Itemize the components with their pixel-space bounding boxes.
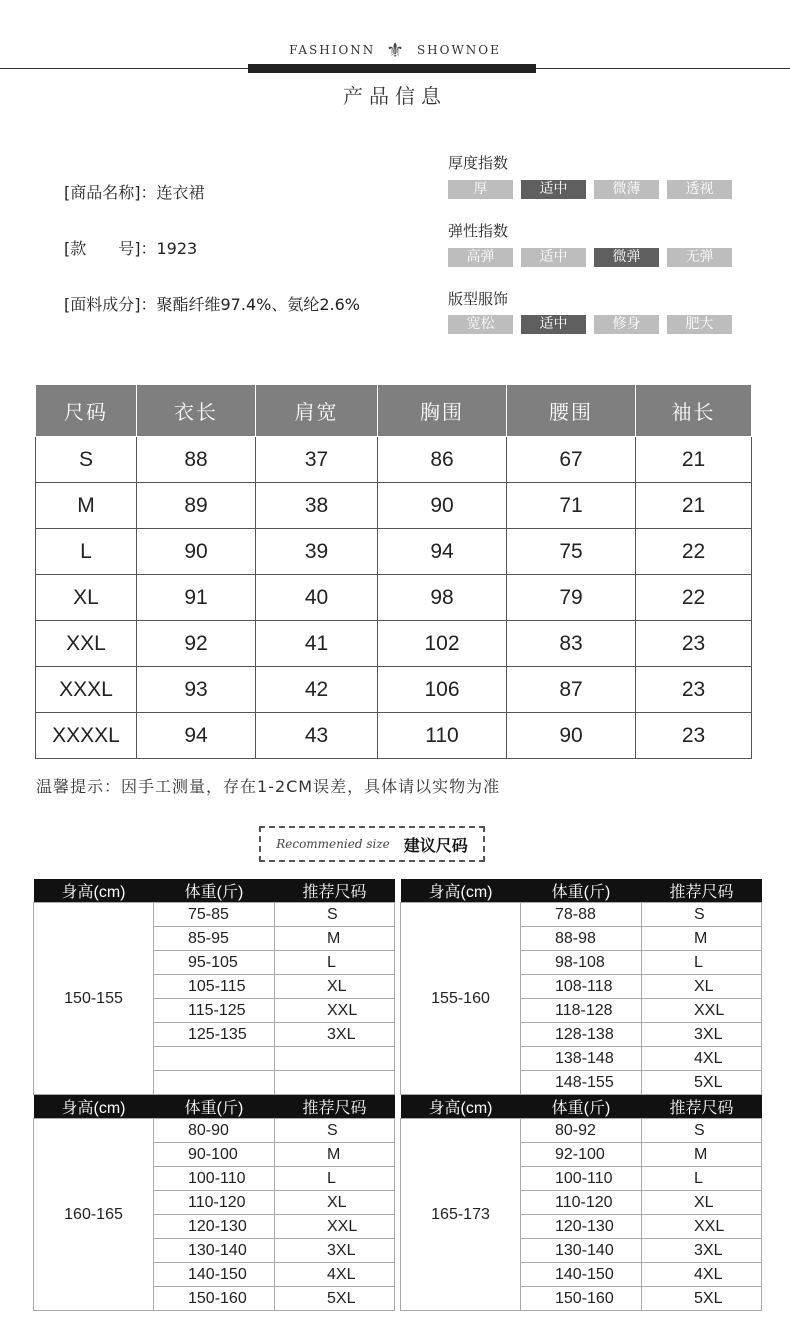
size-cell: L — [275, 1167, 395, 1191]
weight-cell: 100-110 — [521, 1167, 642, 1191]
recommend-header-cell: 体重(斤) — [521, 879, 642, 903]
table-cell: 98 — [378, 575, 507, 621]
recommend-badge — [259, 826, 485, 862]
product-fabric-label: [面料成分]： — [64, 295, 157, 314]
table-cell: XXL — [36, 621, 137, 667]
size-table-header-cell: 尺码 — [36, 385, 137, 437]
size-cell: L — [642, 951, 762, 975]
table-cell: 37 — [256, 437, 378, 483]
product-name-value: 连衣裙 — [156, 183, 205, 202]
recommend-header-cell: 身高(cm) — [401, 879, 521, 903]
table-cell: 90 — [378, 483, 507, 529]
product-name-label: [商品名称]： — [64, 183, 157, 202]
table-cell: 43 — [256, 713, 378, 759]
size-table — [35, 384, 752, 759]
size-table-header-cell: 腰围 — [507, 385, 636, 437]
recommend-header-cell: 体重(斤) — [521, 1095, 642, 1119]
weight-cell: 75-85 — [154, 903, 275, 927]
thickness-option: 透视 — [667, 180, 732, 199]
table-row — [36, 621, 752, 667]
table-cell: XXXXL — [36, 713, 137, 759]
recommend-table-header — [401, 879, 762, 903]
weight-cell: 130-140 — [521, 1239, 642, 1263]
table-cell: 22 — [636, 529, 752, 575]
weight-cell: 80-90 — [154, 1119, 275, 1143]
header-bar — [248, 64, 536, 73]
table-cell: 23 — [636, 621, 752, 667]
thickness-option-selected: 适中 — [521, 180, 586, 199]
table-row — [36, 483, 752, 529]
recommend-header-cell: 体重(斤) — [154, 879, 275, 903]
recommend-table — [400, 1095, 762, 1311]
size-cell: XL — [275, 1191, 395, 1215]
recommend-header-cell: 推荐尺码 — [642, 879, 762, 903]
product-model-label: [款 号]： — [64, 239, 157, 258]
table-cell: 90 — [507, 713, 636, 759]
table-cell: 94 — [378, 529, 507, 575]
size-cell: XXL — [275, 1215, 395, 1239]
table-cell: 88 — [137, 437, 256, 483]
size-cell: 4XL — [275, 1263, 395, 1287]
size-cell: 3XL — [642, 1239, 762, 1263]
size-cell: 5XL — [275, 1287, 395, 1311]
size-table-header-cell: 衣长 — [137, 385, 256, 437]
weight-cell: 120-130 — [521, 1215, 642, 1239]
table-cell: 89 — [137, 483, 256, 529]
recommend-header-cell: 推荐尺码 — [275, 879, 395, 903]
table-cell: 83 — [507, 621, 636, 667]
recommend-header-cell: 身高(cm) — [401, 1095, 521, 1119]
weight-cell: 78-88 — [521, 903, 642, 927]
height-range-cell: 165-173 — [401, 1119, 521, 1311]
recommend-table-header — [34, 879, 395, 903]
size-table-header — [36, 385, 752, 437]
table-cell: 23 — [636, 713, 752, 759]
weight-cell: 118-128 — [521, 999, 642, 1023]
recommend-table — [33, 1095, 395, 1311]
table-cell: L — [36, 529, 137, 575]
size-cell: M — [275, 927, 395, 951]
table-cell: 75 — [507, 529, 636, 575]
table-row — [34, 1119, 395, 1143]
table-cell: 87 — [507, 667, 636, 713]
elasticity-option: 无弹 — [667, 248, 732, 267]
table-row — [36, 437, 752, 483]
thickness-index-options — [448, 180, 732, 199]
size-cell — [275, 1047, 395, 1071]
table-cell: 67 — [507, 437, 636, 483]
fit-option-selected: 适中 — [521, 315, 586, 334]
weight-cell: 148-155 — [521, 1071, 642, 1095]
thickness-option: 微薄 — [594, 180, 659, 199]
product-model — [64, 236, 197, 259]
size-cell: L — [642, 1167, 762, 1191]
weight-cell: 110-120 — [154, 1191, 275, 1215]
table-row — [36, 667, 752, 713]
weight-cell: 130-140 — [154, 1239, 275, 1263]
fit-index-options — [448, 315, 732, 334]
table-cell: 39 — [256, 529, 378, 575]
recommend-table-header — [401, 1095, 762, 1119]
weight-cell: 140-150 — [154, 1263, 275, 1287]
size-table-header-cell: 肩宽 — [256, 385, 378, 437]
size-cell: XL — [275, 975, 395, 999]
size-cell: XXL — [642, 1215, 762, 1239]
weight-cell: 150-160 — [154, 1287, 275, 1311]
weight-cell: 128-138 — [521, 1023, 642, 1047]
fit-option: 宽松 — [448, 315, 513, 334]
recommend-header-cell: 体重(斤) — [154, 1095, 275, 1119]
weight-cell: 100-110 — [154, 1167, 275, 1191]
elasticity-option: 高弹 — [448, 248, 513, 267]
table-cell: 21 — [636, 437, 752, 483]
recommend-title: 建议尺码 — [403, 835, 468, 855]
weight-cell: 92-100 — [521, 1143, 642, 1167]
table-row — [36, 713, 752, 759]
recommend-header-cell: 身高(cm) — [34, 879, 154, 903]
table-row — [34, 903, 395, 927]
brand-left: FASHIONN — [289, 43, 376, 57]
elasticity-index-title: 弹性指数 — [448, 222, 509, 240]
product-model-value: 1923 — [156, 239, 198, 258]
table-cell: 110 — [378, 713, 507, 759]
table-cell: 41 — [256, 621, 378, 667]
measurement-tip: 温馨提示：因手工测量，存在1-2CM误差，具体请以实物为准 — [36, 777, 501, 796]
weight-cell: 138-148 — [521, 1047, 642, 1071]
fit-index-title: 版型服饰 — [448, 290, 509, 308]
elasticity-index-options — [448, 248, 732, 267]
weight-cell: 85-95 — [154, 927, 275, 951]
fit-option: 修身 — [594, 315, 659, 334]
recommend-header-cell: 身高(cm) — [34, 1095, 154, 1119]
weight-cell: 95-105 — [154, 951, 275, 975]
page-title: 产品信息 — [343, 84, 447, 108]
brand-right: SHOWNOE — [416, 43, 501, 57]
thickness-index-title: 厚度指数 — [448, 154, 509, 172]
table-cell: 92 — [137, 621, 256, 667]
weight-cell: 88-98 — [521, 927, 642, 951]
table-cell: M — [36, 483, 137, 529]
size-table-header-cell: 袖长 — [636, 385, 752, 437]
table-cell: 79 — [507, 575, 636, 621]
weight-cell: 90-100 — [154, 1143, 275, 1167]
weight-cell: 140-150 — [521, 1263, 642, 1287]
table-cell: 42 — [256, 667, 378, 713]
weight-cell: 80-92 — [521, 1119, 642, 1143]
size-cell — [275, 1071, 395, 1095]
recommend-script: Recommenied size — [276, 837, 390, 851]
size-cell: 4XL — [642, 1047, 762, 1071]
weight-cell: 125-135 — [154, 1023, 275, 1047]
size-cell: L — [275, 951, 395, 975]
table-cell: 40 — [256, 575, 378, 621]
size-cell: 3XL — [275, 1023, 395, 1047]
table-cell: 86 — [378, 437, 507, 483]
product-name — [64, 180, 205, 203]
size-cell: 5XL — [642, 1287, 762, 1311]
size-cell: XXL — [275, 999, 395, 1023]
table-cell: 71 — [507, 483, 636, 529]
size-cell: S — [275, 903, 395, 927]
table-cell: 21 — [636, 483, 752, 529]
table-cell: XL — [36, 575, 137, 621]
size-cell: 3XL — [642, 1023, 762, 1047]
size-cell: S — [275, 1119, 395, 1143]
table-cell: 106 — [378, 667, 507, 713]
weight-cell — [154, 1047, 275, 1071]
weight-cell: 98-108 — [521, 951, 642, 975]
size-cell: S — [642, 903, 762, 927]
thickness-option: 厚 — [448, 180, 513, 199]
table-cell: 102 — [378, 621, 507, 667]
height-range-cell: 150-155 — [34, 903, 154, 1095]
table-cell: 91 — [137, 575, 256, 621]
weight-cell: 110-120 — [521, 1191, 642, 1215]
table-row — [401, 1119, 762, 1143]
height-range-cell: 160-165 — [34, 1119, 154, 1311]
weight-cell: 115-125 — [154, 999, 275, 1023]
size-cell: S — [642, 1119, 762, 1143]
recommend-header-cell: 推荐尺码 — [642, 1095, 762, 1119]
table-row — [36, 575, 752, 621]
table-row — [401, 903, 762, 927]
table-cell: XXXL — [36, 667, 137, 713]
elasticity-option: 适中 — [521, 248, 586, 267]
size-cell: M — [275, 1143, 395, 1167]
size-table-header-cell: 胸围 — [378, 385, 507, 437]
weight-cell: 108-118 — [521, 975, 642, 999]
size-cell: 4XL — [642, 1263, 762, 1287]
height-range-cell: 155-160 — [401, 903, 521, 1095]
recommend-table-header — [34, 1095, 395, 1119]
size-cell: XL — [642, 975, 762, 999]
weight-cell: 150-160 — [521, 1287, 642, 1311]
elasticity-option-selected: 微弹 — [594, 248, 659, 267]
product-fabric-value: 聚酯纤维97.4%、氨纶2.6% — [156, 295, 360, 314]
weight-cell: 105-115 — [154, 975, 275, 999]
table-cell: 94 — [137, 713, 256, 759]
weight-cell — [154, 1071, 275, 1095]
size-cell: XXL — [642, 999, 762, 1023]
table-row — [36, 529, 752, 575]
product-fabric — [64, 292, 360, 315]
table-cell: S — [36, 437, 137, 483]
weight-cell: 120-130 — [154, 1215, 275, 1239]
size-cell: 5XL — [642, 1071, 762, 1095]
fit-option: 肥大 — [667, 315, 732, 334]
table-cell: 38 — [256, 483, 378, 529]
size-cell: M — [642, 1143, 762, 1167]
table-cell: 23 — [636, 667, 752, 713]
recommend-header-cell: 推荐尺码 — [275, 1095, 395, 1119]
fleur-de-lis-icon: ⚜ — [386, 38, 407, 62]
table-cell: 93 — [137, 667, 256, 713]
size-cell: XL — [642, 1191, 762, 1215]
recommend-table — [33, 879, 395, 1095]
table-cell: 22 — [636, 575, 752, 621]
size-cell: M — [642, 927, 762, 951]
size-cell: 3XL — [275, 1239, 395, 1263]
recommend-table — [400, 879, 762, 1095]
table-cell: 90 — [137, 529, 256, 575]
brand-line — [0, 38, 790, 62]
